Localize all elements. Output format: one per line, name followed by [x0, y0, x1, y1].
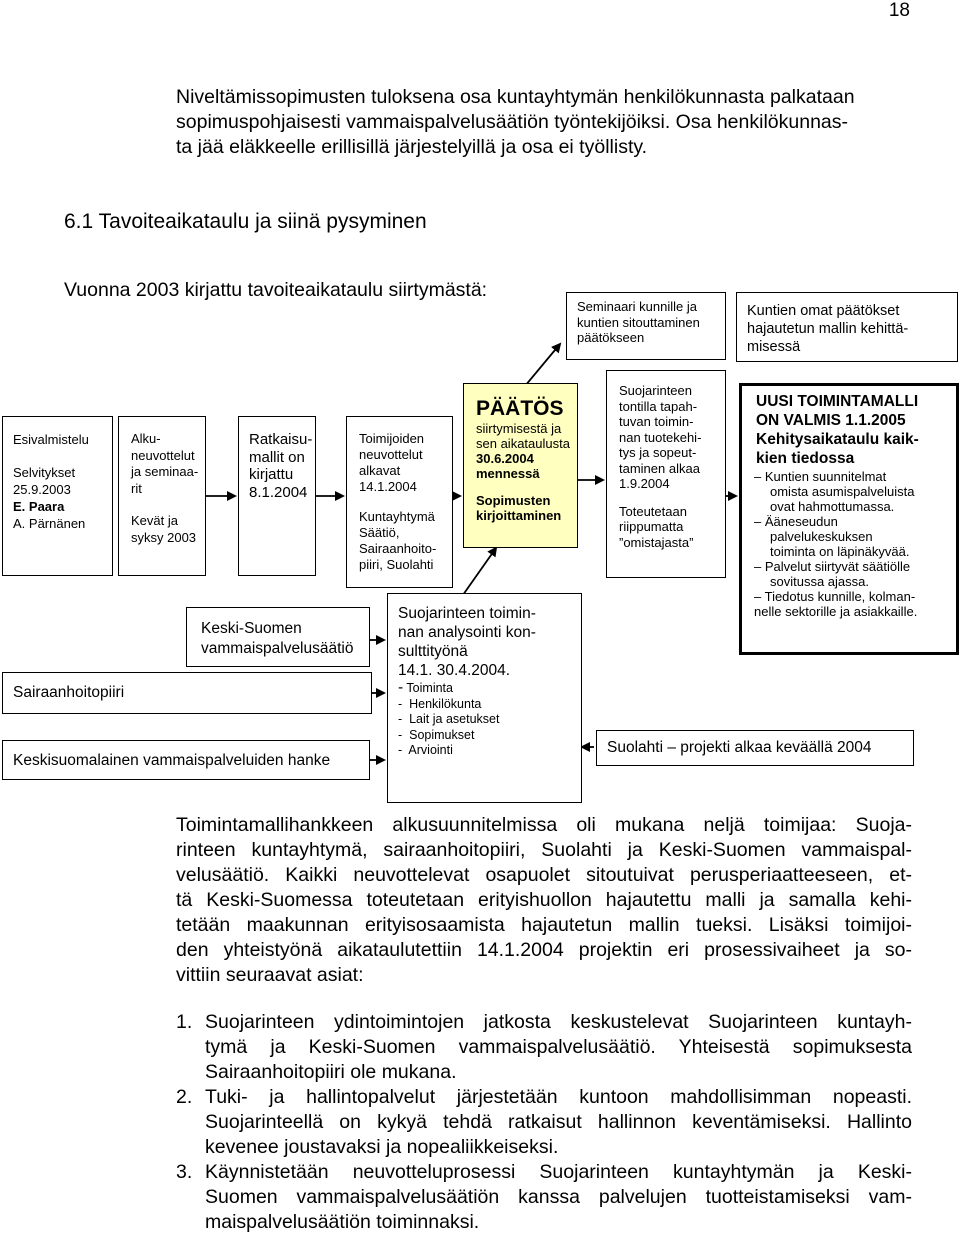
item-text: Tiedotus kunnille, kolman-	[764, 589, 916, 604]
numbered-list	[176, 1010, 912, 1235]
text-line: Säätiö,	[359, 525, 400, 540]
text-line: neuvottelut	[131, 447, 195, 463]
text-line: 1.9.2004	[619, 476, 670, 491]
text-line: Kehitysaikataulu kaik-	[756, 431, 919, 448]
list-item: - Henkilökunta	[398, 696, 482, 711]
text-line: mennessä	[476, 466, 540, 481]
list-item: - Sopimukset	[398, 727, 475, 742]
text-line: piiri, Suolahti	[359, 557, 434, 572]
spacer	[476, 481, 577, 493]
text-line: Kuntayhtymä	[359, 509, 435, 524]
text-line: Sairaanhoito-	[359, 541, 437, 556]
list-item	[754, 589, 956, 619]
text-line: Suojarinteellä on kykyä tehdä ratkaisut hallinnon keventämiseksi. Hallinto	[205, 1111, 912, 1133]
ratkaisumallit-box	[238, 416, 316, 576]
list-item	[176, 1160, 912, 1235]
text-line: rinteen kuntayhtymä, sairaanhoitopiiri, Suolahti ja Keski-Suomen vammaispal-	[176, 839, 912, 861]
suolahti-box	[596, 730, 914, 766]
list-item	[754, 469, 956, 514]
uusi-toimintamalli-box	[739, 383, 959, 655]
text-line: rit	[131, 480, 142, 496]
text-line: ja seminaa-	[131, 464, 199, 479]
text-line: hajautetun mallin kehittä-	[747, 321, 909, 337]
item-text: Henkilökunta	[409, 696, 482, 711]
text-line: – Kuntien suunnitelmat	[754, 469, 887, 484]
text-line: Suolahti – projekti alkaa keväällä 2004	[607, 739, 872, 756]
text-line: sen aikataulusta	[476, 436, 570, 451]
text-line: 8.1.2004	[249, 483, 308, 501]
spacer	[13, 448, 112, 464]
esivalmistelu-box	[2, 416, 113, 576]
analyysi-box	[387, 593, 582, 803]
text-line: Seminaari kunnille ja	[577, 299, 697, 314]
section-heading: 6.1 Tavoiteaikataulu ja siinä pysyminen	[64, 210, 427, 233]
text-line: tetään maakunnan erityisosaamista hajautetun mallin tueksi. Lisäksi toimijoi-	[176, 914, 912, 936]
text-line: Toimijoiden	[359, 431, 425, 446]
text-line: A. Pärnänen	[13, 516, 86, 531]
item-text: Palvelut siirtyvät säätiölle	[764, 559, 911, 574]
text-line: Niveltämissopimusten tuloksena osa kuntayhtymän henkilökunnasta palkataan	[176, 86, 855, 108]
uusi-items	[754, 469, 956, 619]
text-line: Sairaanhoitopiiri	[13, 684, 125, 701]
diagram-subheading: Vuonna 2003 kirjattu tavoiteaikataulu siirtymästä:	[64, 279, 488, 301]
text-line: Toteutetaan	[619, 503, 687, 519]
text-line: riippumatta	[619, 519, 684, 534]
page-number: 18	[888, 0, 910, 21]
list-number: 2.	[176, 1086, 193, 1108]
text-line: alkavat	[359, 463, 401, 478]
seminaari-box	[566, 292, 726, 360]
text-line: vammaispalvelusäätiö	[201, 640, 354, 657]
text-line: tys ja sopeut-	[619, 445, 697, 460]
text-line: Toimintamallihankkeen alkusuunnitelmissa oli mukana neljä toimijaa: Suoja-	[176, 814, 912, 836]
item-text: Sopimukset	[409, 727, 475, 742]
list-item	[754, 514, 956, 559]
text-line: kirjattu	[249, 466, 294, 483]
text-line: tymä ja Keski-Suomen vammaispalvelusäätiö. Yhteisestä sopimuksesta	[205, 1036, 912, 1058]
text-line: E. Paara	[13, 499, 65, 514]
list-item: - Arviointi	[398, 743, 453, 757]
item-text: Arviointi	[408, 743, 453, 757]
text-line: kevenee joustavaksi ja nopealiikkeiseksi.	[205, 1136, 559, 1158]
list-item: - Lait ja asetukset	[398, 712, 500, 726]
text-line: – Palvelut siirtyvät säätiölle	[754, 559, 911, 574]
list-item	[176, 1010, 912, 1085]
text-line: toiminta on läpinäkyvää.	[770, 544, 910, 559]
spacer	[619, 492, 725, 504]
spacer	[359, 495, 452, 509]
text-line: den yhteistyönä aikataulutettiin 14.1.2004 projektin eri prosessivaiheet ja so-	[176, 939, 912, 961]
text-line: kuntien sitouttaminen	[577, 314, 700, 330]
text-line: neuvottelut	[359, 447, 423, 462]
text-line: 25.9.2003	[13, 482, 71, 497]
list-number: 3.	[176, 1161, 193, 1183]
analyysi-items	[398, 680, 581, 759]
text-line: palvelukeskuksen	[770, 529, 873, 544]
paatos-title: PÄÄTÖS	[476, 397, 564, 420]
text-line: 30.6.2004	[476, 451, 534, 466]
text-line: Suojarinteen ydintoimintojen jatkosta keskustelevat Suojarinteen kuntayh-	[205, 1011, 912, 1033]
toimijoiden-box	[346, 416, 453, 588]
list-number: 1.	[176, 1011, 193, 1033]
item-text: Ääneseudun	[764, 514, 838, 529]
text-line: siirtymisestä ja	[476, 421, 562, 436]
text-line: Sairaanhoitopiiri ole mukana.	[205, 1061, 457, 1083]
text-line: UUSI TOIMINTAMALLI	[756, 393, 919, 410]
text-line: Kevät ja	[131, 513, 178, 528]
list-item	[754, 559, 956, 589]
text-line: vittiin seuraavat asiat:	[176, 964, 364, 986]
text-line: sovitussa ajassa.	[770, 574, 869, 589]
sairaanhoitopiiri-box	[2, 672, 372, 714]
text-line: Suomen vammaispalvelusäätiön kanssa palvelujen tuotteistamiseksi vam-	[205, 1186, 912, 1208]
esivalmistelu-title: Esivalmistelu	[13, 432, 89, 447]
text-line: Selvitykset	[13, 465, 76, 480]
arrow	[525, 344, 560, 386]
text-line: 14.1.2004	[359, 479, 417, 494]
text-line: Alku-	[131, 431, 161, 446]
text-line: kirjoittaminen	[476, 508, 562, 523]
text-line: velusäätiö. Kaikki neuvottelevat osapuolet sitoutuivat perusperiaatteeseen, et-	[176, 864, 912, 886]
text-line: tuvan toimin-	[619, 414, 694, 429]
suojarinteen-tontilla-box	[606, 370, 726, 578]
text-line: Ratkaisu-	[249, 431, 313, 448]
text-line: Suojarinteen toimin-	[398, 605, 536, 622]
text-line: mallit on	[249, 448, 305, 466]
paatos-box	[463, 383, 578, 548]
spacer	[131, 497, 205, 513]
text-line: – Tiedotus kunnille, kolman-	[754, 589, 916, 604]
item-text: Toiminta	[406, 681, 453, 695]
text-line: Suojarinteen	[619, 383, 692, 398]
text-line: maispalvelusäätiön toiminnaksi.	[205, 1211, 480, 1233]
text-line: 14.1. 30.4.2004.	[398, 662, 511, 679]
text-line: Sopimusten	[476, 493, 551, 508]
text-line: Käynnistetään neuvotteluprosessi Suojarinteen kuntayhtymän ja Keski-	[205, 1161, 912, 1183]
text-line: nan analysointi kon-	[398, 624, 536, 641]
text-line: sopimuspohjaisesti vammaispalvelusäätiön työntekijöiksi. Osa henkilökunnas-	[176, 111, 848, 133]
text-line: Tuki- ja hallintopalvelut järjestetään kuntoon mahdollisimman nopeasti.	[205, 1086, 912, 1108]
analyysi-text	[398, 604, 581, 680]
hanke-box	[2, 740, 370, 780]
alkuneuvottelut-box	[118, 416, 206, 576]
text-line: syksy 2003	[131, 529, 197, 545]
text-line: ovat hahmottumassa.	[770, 499, 895, 514]
text-line: – Ääneseudun	[754, 514, 838, 529]
keski-suomen-box	[186, 607, 370, 667]
kuntien-omat-box	[736, 292, 958, 362]
item-text: Kuntien suunnitelmat	[764, 469, 887, 484]
text-line: Keski-Suomen	[201, 620, 302, 637]
text-line: sulttityönä	[398, 643, 468, 660]
text-line: ta jää eläkkeelle erillisillä järjestelyillä ja osa ei työllisty.	[176, 136, 648, 158]
text-line: kien tiedossa	[756, 450, 855, 467]
list-item: - Toiminta	[398, 679, 453, 696]
list-item	[176, 1085, 912, 1160]
text-line: Keskisuomalainen vammaispalveluiden hanke	[13, 752, 331, 769]
body-paragraph	[176, 813, 912, 988]
text-line: ON VALMIS 1.1.2005	[756, 412, 906, 429]
text-line: tä Keski-Suomessa toteutetaan erityishuollon hajautettu malli ja samalla kehi-	[176, 889, 912, 911]
text-line: taminen alkaa	[619, 460, 700, 476]
text-line: tontilla tapah-	[619, 398, 698, 414]
item-text: Lait ja asetukset	[409, 712, 500, 726]
text-line: nan tuotekehi-	[619, 429, 702, 445]
text-line: nelle sektorille ja asiakkaille.	[754, 604, 918, 619]
text-line: Kuntien omat päätökset	[747, 303, 900, 319]
text-line: päätökseen	[577, 330, 645, 345]
text-line: ”omistajasta”	[619, 534, 694, 550]
text-line: misessä	[747, 339, 801, 355]
text-line: omista asumispalveluista	[770, 484, 915, 499]
